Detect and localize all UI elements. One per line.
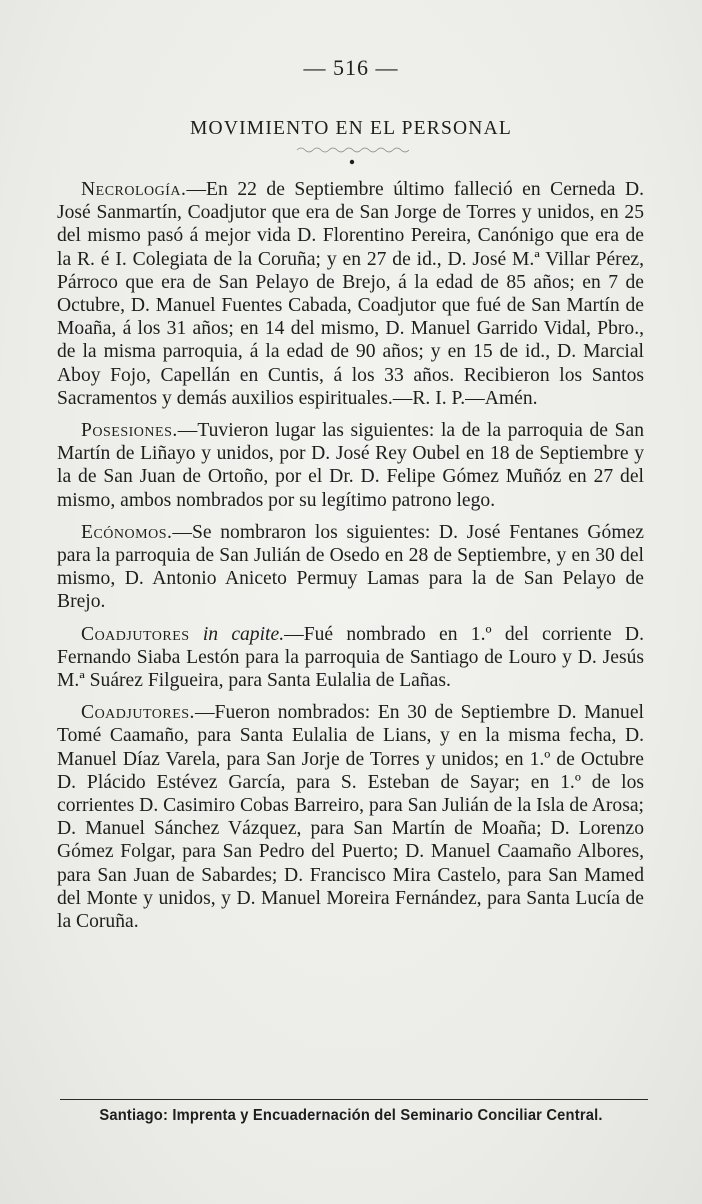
paragraph-necrologia <box>57 178 644 410</box>
footer-rule <box>60 1099 648 1100</box>
paragraph-economos <box>57 521 644 614</box>
paragraph-coadjutores-in-capite <box>57 623 644 693</box>
paragraph-coadjutores <box>57 701 644 933</box>
paragraph-heading: Posesiones. <box>81 420 178 442</box>
paragraph-heading: Necrología. <box>81 179 187 200</box>
paragraph-text: —Se nombraron los siguientes: D. José Fentanes Gómez para la parroquia de San Julián de Osedo en 28 de Septiembre, y en 30 del mismo, D. Antonio Aniceto Permuy Lamas para la de San Pelayo de Brejo. <box>57 521 644 613</box>
paragraph-posesiones <box>57 419 644 512</box>
paragraph-text: —Fueron nombrados: En 30 de Septiembre D. Manuel Tomé Caamaño, para Santa Eulalia de Lians, y en la misma fecha, D. Manuel Díaz Varela, para San Jorje de Torres y unidos; en 1.º de Octubre D. Plácido Estévez García, para S. Esteban de Sayar; en 1.º de los corrientes D. Casimiro Cobas Barreiro, para San Julián de la Isla de Arosa; D. Manuel Sánchez Vázquez, para San Martín de Moaña; D. Lorenzo Gómez Folgar, para San Pedro del Puerto; D. Manuel Caamaño Albores, para San Juan de Sabardes; D. Francisco Mira Castelo, para San Mamed del Monte y unidos, y D. Manuel Moreira Fernández, para Santa Lucía de la Coruña. <box>57 702 644 933</box>
section-title: MOVIMIENTO EN EL PERSONAL <box>190 118 512 139</box>
paragraph-heading: Coadjutores. <box>81 702 195 724</box>
paragraph-text: —En 22 de Septiembre último falleció en Cerneda D. José Sanmartín, Coadjutor que era de San Jorge de Torres y unidos, en 25 del mismo pasó á mejor vida D. Florentino Pereira, Canónigo que era de la R. é I. Colegiata de la Coruña; y en 27 de id., D. José M.ª Villar Pérez, Párroco que era de San Pelayo de Brejo, á la edad de 85 años; en 7 de Octubre, D. Manuel Fuentes Cabada, Coadjutor que fué de San Martín de Moaña, á los 31 años; en 14 del mismo, D. Manuel Garrido Vidal, Pbro., de la misma parroquia, á la edad de 90 años; y en 15 de id., D. Marcial Aboy Fojo, Capellán en Cuntis, á los 33 años. Recibieron los Santos Sacramentos y demás auxilios espirituales.—R. I. P.—Amén. <box>57 179 644 409</box>
paragraph-heading: Ecónomos. <box>81 521 173 543</box>
page-number: — 516 — <box>303 55 399 80</box>
article-body <box>57 178 644 942</box>
paragraph-text: —Fué nombrado en 1.º del corriente D. Fernando Siaba Lestón para la parroquia de Santiago de Louro y D. Jesús M.ª Suárez Filgueira, para Santa Eulalia de Lañas. <box>57 623 644 692</box>
paragraph-italic-phrase: in capite. <box>202 623 285 645</box>
printer-imprint: Santiago: Imprenta y Encuadernación del Seminario Conciliar Central. <box>99 1107 603 1124</box>
ornament-divider <box>295 140 410 166</box>
paragraph-heading: Coadjutores <box>81 623 190 645</box>
paragraph-text: —Tuvieron lugar las siguientes: la de la parroquia de San Martín de Liñayo y unidos, por D. José Rey Oubel en 18 de Septiembre y la de San Juan de Ortoño, por el Dr. D. Felipe Gómez Muñóz en 27 del mismo, ambos nombrados por su legítimo patrono lego. <box>57 420 644 511</box>
